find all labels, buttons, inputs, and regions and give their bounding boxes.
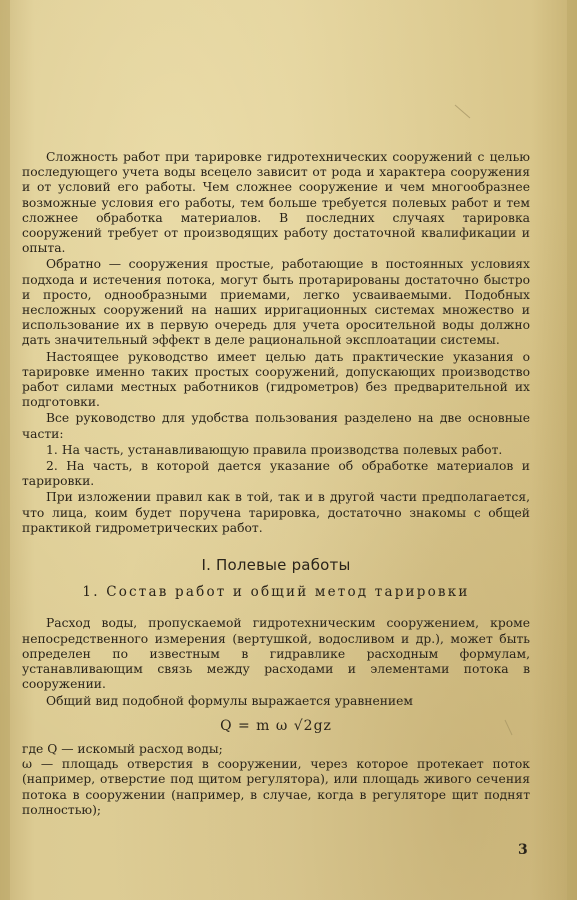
paragraph: Расход воды, пропускаемой гидротехническим сооружением, кроме непосредственного измерения (вертушкой, водосливом и др.), может быть определен по известным в гидравлике расходным формулам, устанавливающим связь между расходами и элементами потока в сооружении.: [22, 616, 530, 692]
paragraph: Общий вид подобной формулы выражается уравнением: [46, 693, 413, 708]
page-number: 3: [518, 842, 528, 858]
paragraph: Настоящее руководство имеет целью дать практические указания о тарировке именно таких простых сооружений, допускающих производство работ силами местных работников (гидрометров) без предварительной их подготовки.: [22, 349, 530, 410]
subsection-heading: 1. Состав работ и общий метод тарировки: [82, 584, 470, 601]
list-item: 2. На часть, в которой дается указание об обработке материалов и тарировки.: [22, 459, 530, 489]
paragraph: Все руководство для удобства пользования разделено на две основные части:: [22, 411, 530, 441]
list-item: 1. На часть, устанавливающую правила производства полевых работ.: [46, 442, 503, 457]
paragraph: При изложении правил как в той, так и в другой части предполагается, что лица, коим будет поручена тарировка, достаточно знакомы с общей практикой гидрометрических работ.: [22, 490, 530, 535]
paragraph: Сложность работ при тарировке гидротехнических сооружений с целью последующего учета воды всецело зависит от рода и характера сооружения и от условий его работы. Чем сложнее сооружение и чем многообразнее возможные условия его работы, тем больше требуется полевых работ и тем сложнее обработка материалов. В последних случаях тарировка сооружений требует от производящих работу достаточной квалификации и опыта.: [22, 150, 530, 256]
formula-legend-item: ω — площадь отверстия в сооружении, через которое протекает поток (например, отверстие под щитом регулятора), или площадь живого сечения потока в сооружении (например, в случае, когда в регуляторе щит поднят полностью);: [22, 757, 530, 817]
formula-legend-item: где Q — искомый расход воды;: [22, 741, 223, 756]
paragraph: Обратно — сооружения простые, работающие в постоянных условиях подхода и истечения потока, могут быть протарированы достаточно быстро и просто, однообразными приемами, легко усваиваемыми. Подобных несложных сооружений на наших ирригационных системах множество и использование их в первую очередь для учета оросительной воды должно дать значительный эффект в деле рациональной эксплоатации системы.: [22, 257, 530, 348]
formula: Q = m ω √2gz: [220, 717, 332, 734]
page-body: [22, 150, 530, 818]
section-heading: I. Полевые работы: [201, 556, 351, 575]
